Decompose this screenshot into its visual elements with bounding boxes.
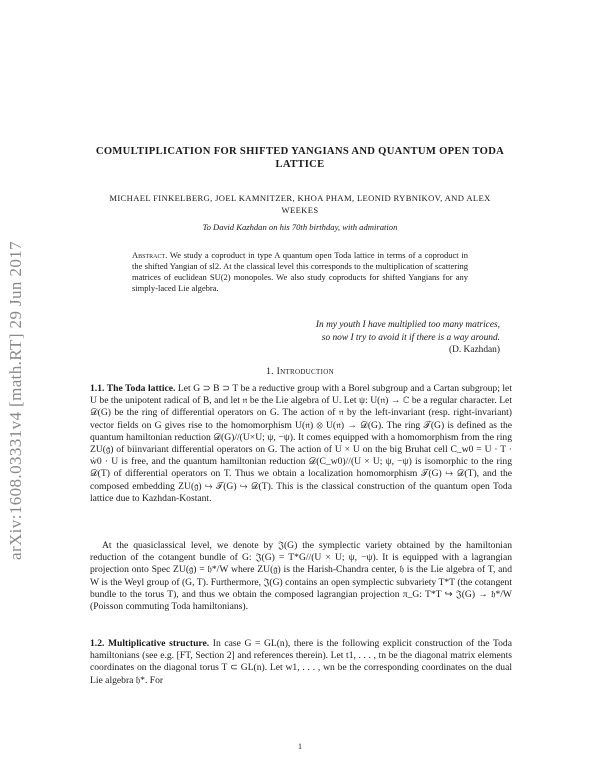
paragraph-text: At the quasiclassical level, we denote by 𝔍(G) the symplectic variety obtained by the hamiltonian reduction of the cotangent bundle of G: 𝔍(G) = T*G//(U × U; ψ, −ψ). It is equipped with a lagrangian projection onto Spec ZU(𝔤) = 𝔥*/W where ZU(𝔤) is the Harish-Chandra center, 𝔥 is the Lie algebra of T, and W is the Weyl group of (G, T). Furthermore, 𝔍(G) contains an open symplectic subvariety T*T (the cotangent bundle to the torus T), and thus we obtain the composed lagrangian projection π_G: T*T ↪ 𝔍(G) → 𝔥*/W (Poisson commuting Toda hamiltonians). [90, 540, 512, 613]
author-list: MICHAEL FINKELBERG, JOEL KAMNITZER, KHOA PHAM, LEONID RYBNIKOV, AND ALEX WEEKES [109, 193, 491, 215]
page-number: 1 [298, 742, 302, 751]
arxiv-identifier: arXiv:1608.03331v4 [math.RT] 29 Jun 2017 [6, 240, 25, 560]
abstract-label: Abstract. [132, 250, 168, 260]
paragraph-text: Let G ⊃ B ⊃ T be a reductive group with a Borel subgroup and a Cartan subgroup; let U be the unipotent radical of B, and let 𝔫 be the Lie algebra of U. Let ψ: U(𝔫) → ℂ be a regular character. Let 𝒟(G) be the ring of differential operators on G. The action of 𝔫 by the left-invariant (resp. right-invariant) vector fields on G gives rise to the homomorphism U(𝔫) ⊗ U(𝔫) → 𝒟(G). The ring 𝒯(G) is defined as the quantum hamiltonian reduction 𝒟(G)//(U×U; ψ, −ψ). It comes equipped with a homomorphism from the ring ZU(𝔤) of biinvariant differential operators on G. The action of U × U on the big Bruhat cell C_w0 = U · T · ẇ0 · U is free, and the quantum hamiltonian reduction 𝒟(C_w0)//(U × U; ψ, −ψ) is isomorphic to the ring 𝒟(T) of differential operators on T. Thus we obtain a localization homomorphism 𝒯(G) ↪ 𝒟(T), and the composed embedding ZU(𝔤) ↪ 𝒯(G) ↪ 𝒟(T). This is the classical construction of the quantum open Toda lattice due to Kazhdan-Kostant. [90, 383, 512, 504]
paragraph-quasiclassical [90, 540, 512, 613]
paragraph-text: In case G = GL(n), there is the following explicit construction of the Toda hamiltonians (see e.g. [FT, Section 2] and references therein). Let t1, . . . , tn be the diagonal matrix elements coordinates on the diagonal torus T ⊂ GL(n). Let w1, . . . , wn be the corresponding coordinates on the dual Lie algebra 𝔥*. For [90, 638, 512, 686]
paragraph-toda-lattice [90, 383, 512, 505]
epigraph [240, 319, 500, 357]
abstract [132, 250, 468, 294]
epigraph-attribution: (D. Kazhdan) [448, 345, 500, 355]
dedication: To David Kazhdan on his 70th birthday, with admiration [202, 222, 398, 232]
epigraph-line-1: In my youth I have multiplied too many matrices, [315, 320, 500, 330]
section-heading: 1. Introduction [266, 366, 334, 377]
paragraph-heading: 1.1. The Toda lattice. [90, 383, 176, 394]
paragraph-heading: 1.2. Multiplicative structure. [90, 638, 210, 649]
paragraph-multiplicative-structure [90, 638, 512, 687]
paper-title: COMULTIPLICATION FOR SHIFTED YANGIANS AND QUANTUM OPEN TODA LATTICE [95, 146, 505, 170]
epigraph-line-2: so now I try to avoid it if there is a way around. [321, 332, 500, 343]
abstract-text: We study a coproduct in type A quantum open Toda lattice in terms of a coproduct in the shifted Yangian of sl2. At the classical level this corresponds to the multiplication of scattering matrices of euclidean SU(2) monopoles. We also study coproducts for shifted Yangians for any simply-laced Lie algebra. [132, 250, 468, 293]
